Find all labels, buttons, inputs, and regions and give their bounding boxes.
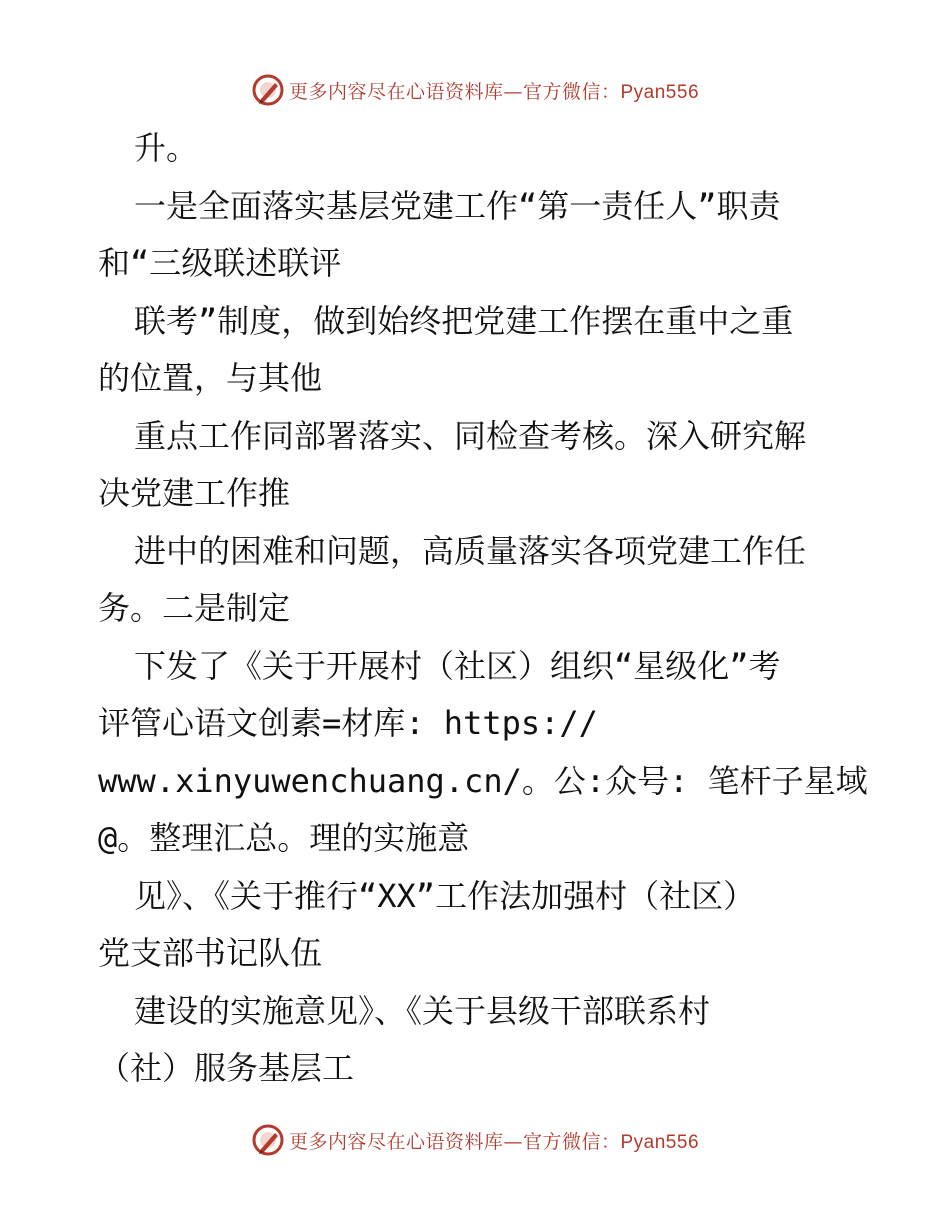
footer-watermark-text: 更多内容尽在心语资料库—官方微信： <box>288 1130 621 1153</box>
header-watermark <box>0 70 950 110</box>
text-line: 进中的困难和问题，高质量落实各项党建工作任 <box>134 531 807 570</box>
text-line: 决党建工作推 <box>98 474 291 512</box>
pen-circle-logo-icon <box>251 1123 285 1157</box>
text-line: 重点工作同部署落实、同检查考核。深入研究解 <box>134 416 807 455</box>
text-line: 升。 <box>134 129 199 167</box>
text-line: 见》、《关于推行“XX”工作法加强村（社区） <box>134 876 756 915</box>
text-line: （社）服务基层工 <box>98 1049 355 1087</box>
text-line: www.xinyuwenchuang.cn/。公:众号: 笔杆子星域 <box>98 761 868 800</box>
header-watermark-text: 更多内容尽在心语资料库—官方微信： <box>288 80 621 103</box>
text-line: 和“三级联述联评 <box>98 244 342 282</box>
text-line: 党支部书记队伍 <box>98 934 323 972</box>
text-line: 建设的实施意见》、《关于县级干部联系村 <box>134 991 711 1030</box>
text-line: @。整理汇总。理的实施意 <box>98 819 470 857</box>
text-line: 一是全面落实基层党建工作“第一责任人”职责 <box>134 186 781 225</box>
footer-watermark <box>0 1120 950 1160</box>
footer-wechat-id: Pyan556 <box>620 1131 700 1153</box>
text-line: 下发了《关于开展村（社区）组织“星级化”考 <box>134 646 781 685</box>
text-line: 联考”制度，做到始终把党建工作摆在重中之重 <box>134 301 794 340</box>
text-line: 评管心语文创素=材库: https:// <box>98 704 598 742</box>
header-wechat-id: Pyan556 <box>620 81 700 103</box>
text-line: 务。二是制定 <box>98 589 291 627</box>
text-line: 的位置，与其他 <box>98 359 323 397</box>
pen-circle-logo-icon <box>251 73 285 107</box>
